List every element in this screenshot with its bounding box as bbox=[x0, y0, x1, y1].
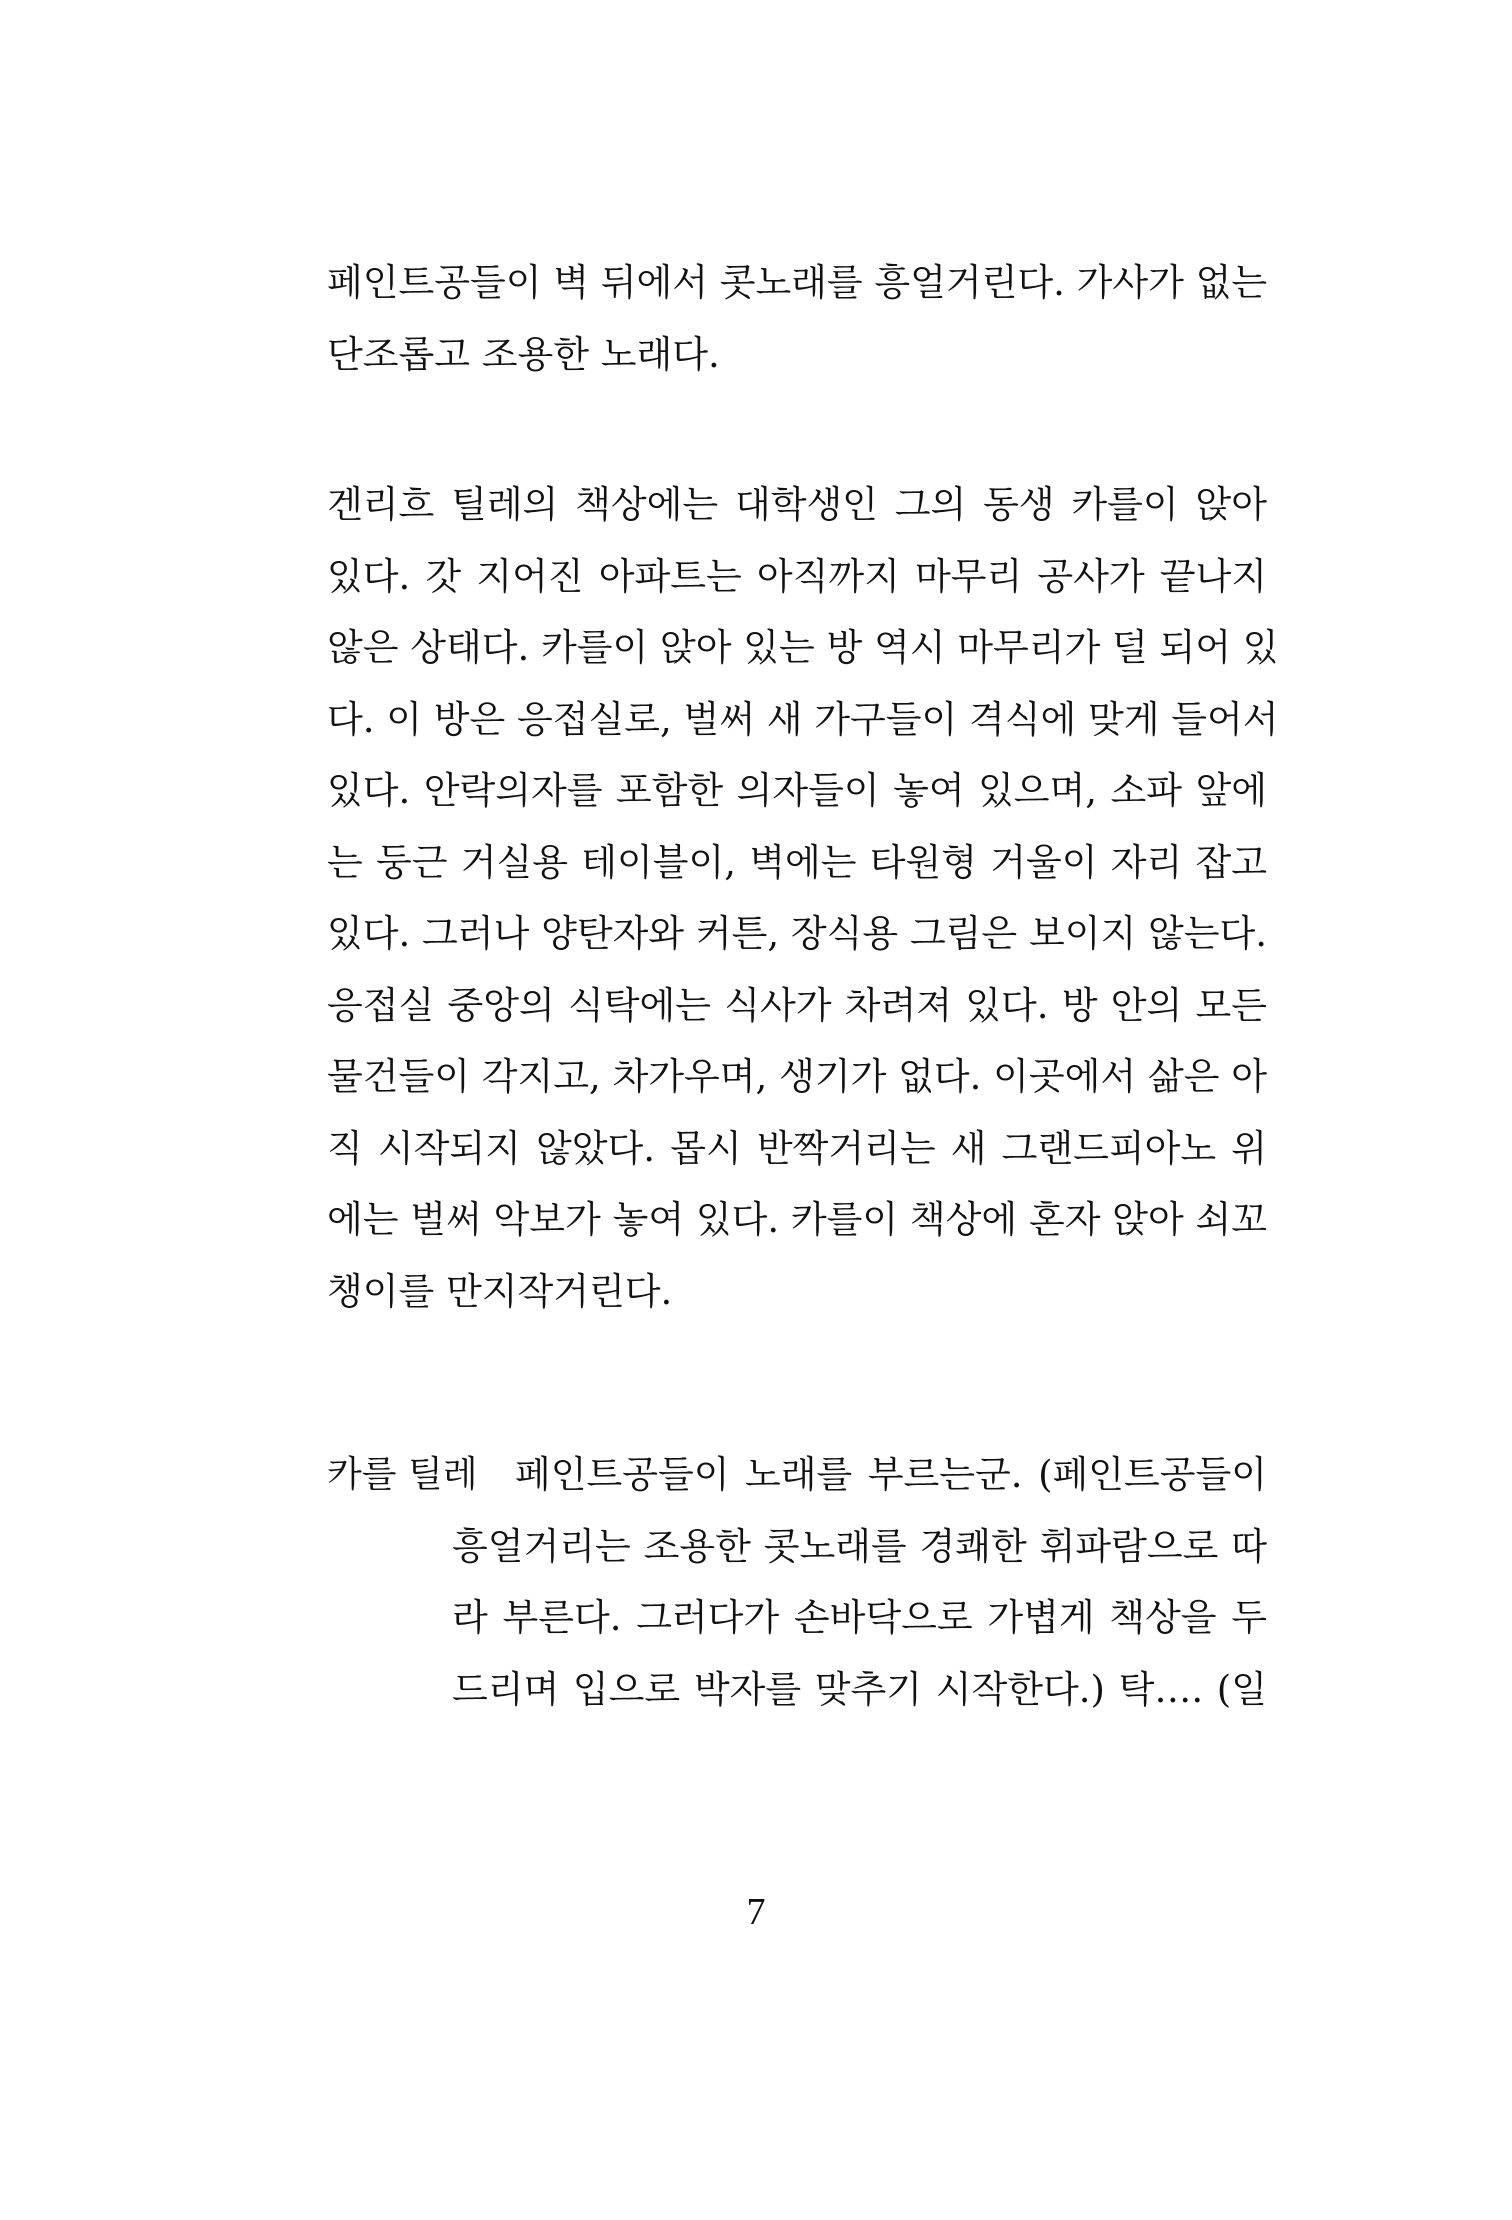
text-line: 챙이를 만지작거린다. bbox=[327, 1269, 673, 1313]
page-number: 7 bbox=[746, 1891, 766, 1933]
dialogue-block bbox=[327, 1439, 1267, 1725]
text-line: 응접실 중앙의 식탁에는 식사가 차려져 있다. 방 안의 모든 bbox=[327, 983, 1267, 1027]
dialogue-line: 흥얼거리는 조용한 콧노래를 경쾌한 휘파람으로 따 bbox=[452, 1524, 1267, 1568]
text-line: 페인트공들이 벽 뒤에서 콧노래를 흥얼거린다. 가사가 없는 bbox=[327, 261, 1268, 304]
text-line: 않은 상태다. 카를이 앉아 있는 방 역시 마무리가 덜 되어 있 bbox=[327, 626, 1279, 669]
text-line: 다. 이 방은 응접실로, 벌써 새 가구들이 격식에 맞게 들어서 bbox=[327, 697, 1279, 741]
dialogue-line: 페인트공들이 노래를 부르는군. (페인트공들이 bbox=[515, 1453, 1267, 1496]
text-line: 직 시작되지 않았다. 몹시 반짝거리는 새 그랜드피아노 위 bbox=[327, 1126, 1267, 1170]
text-line: 는 둥근 거실용 테이블이, 벽에는 타원형 거울이 자리 잡고 bbox=[327, 840, 1267, 884]
text-line: 겐리흐 틸레의 책상에는 대학생인 그의 동생 카를이 앉아 bbox=[327, 483, 1267, 526]
stage-direction-paragraph-2 bbox=[327, 469, 1279, 1327]
speaker-label: 카를 틸레 bbox=[327, 1454, 478, 1495]
stage-direction-paragraph-1 bbox=[327, 247, 1267, 390]
text-line: 물건들이 각지고, 차가우며, 생기가 없다. 이곳에서 삶은 아 bbox=[327, 1055, 1267, 1098]
dialogue-line: 드리며 입으로 박자를 맞추기 시작한다.) 탁…. (일 bbox=[452, 1667, 1267, 1711]
text-line: 단조롭고 조용한 노래다. bbox=[327, 332, 720, 376]
text-line: 있다. 안락의자를 포함한 의자들이 놓여 있으며, 소파 앞에 bbox=[327, 769, 1267, 812]
text-line: 에는 벌써 악보가 놓여 있다. 카를이 책상에 혼자 앉아 쇠꼬 bbox=[327, 1198, 1267, 1241]
text-line: 있다. 그러나 양탄자와 커튼, 장식용 그림은 보이지 않는다. bbox=[327, 912, 1267, 955]
text-line: 있다. 갓 지어진 아파트는 아직까지 마무리 공사가 끝나지 bbox=[327, 554, 1267, 598]
dialogue-line: 라 부른다. 그러다가 손바닥으로 가볍게 책상을 두 bbox=[452, 1596, 1267, 1639]
dialogue-first-row bbox=[327, 1439, 1267, 1511]
